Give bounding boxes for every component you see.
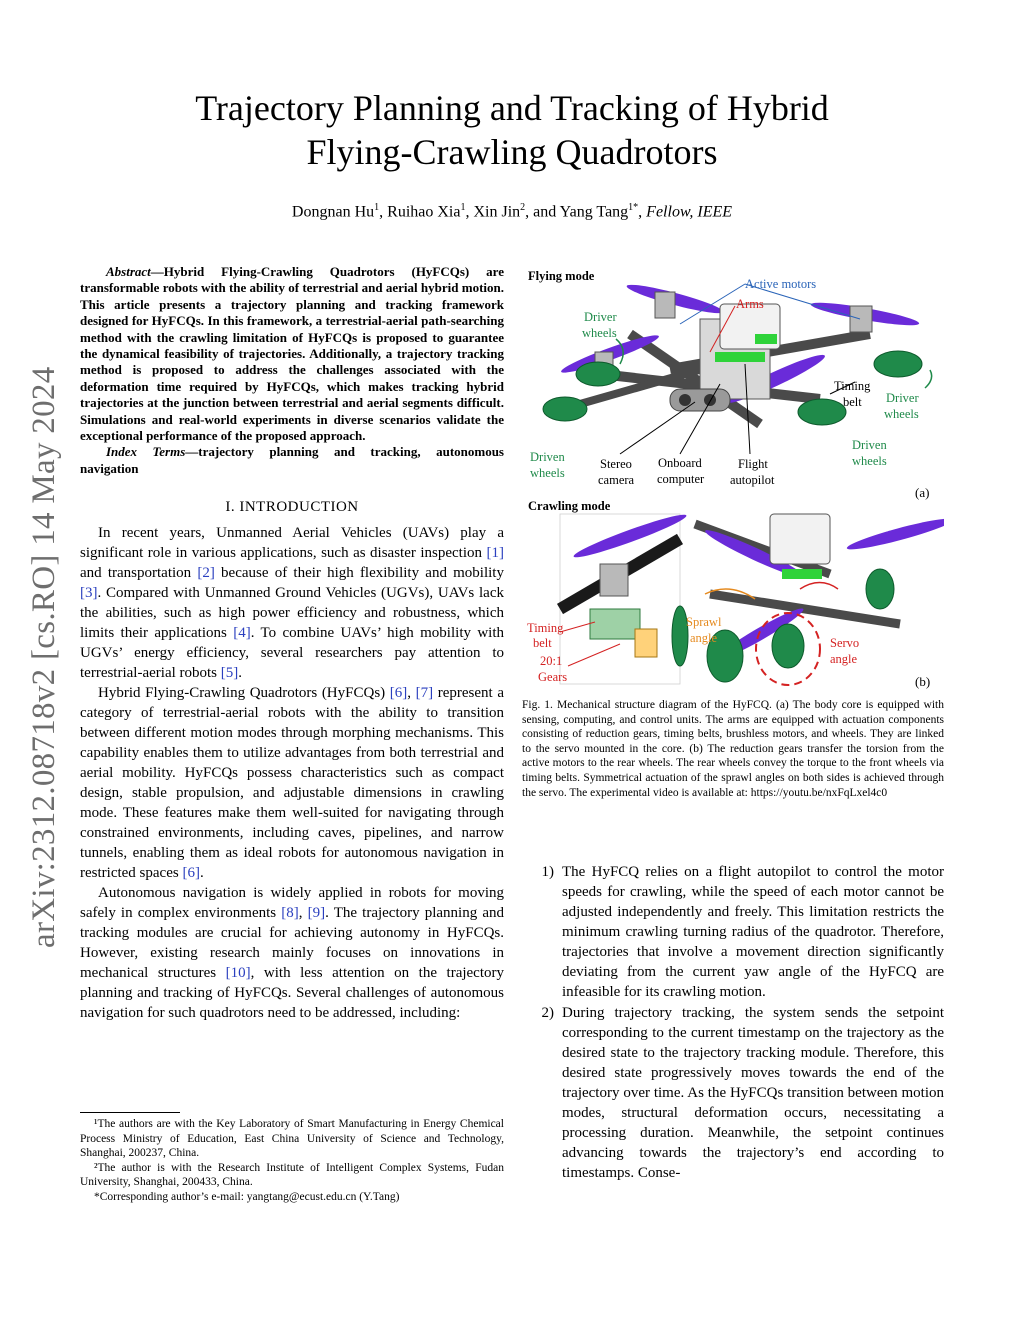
challenge-list bbox=[522, 862, 944, 1184]
driven-wheels-label-right-2: wheels bbox=[852, 454, 887, 468]
timing-belt-label-a: Timing bbox=[834, 379, 871, 393]
citation-link[interactable]: [7] bbox=[415, 685, 434, 702]
author-name: Ruihao Xia bbox=[387, 203, 461, 221]
affiliation-mark: 1* bbox=[628, 202, 639, 213]
section-heading: I. INTRODUCTION bbox=[225, 499, 359, 516]
paper-title bbox=[0, 86, 1024, 174]
citation-link[interactable]: [8] bbox=[281, 905, 299, 922]
citation-link[interactable]: [6] bbox=[182, 865, 200, 882]
title-line-2: Flying-Crawling Quadrotors bbox=[306, 132, 718, 172]
citation-link[interactable]: [2] bbox=[197, 565, 215, 582]
sprawl-angle-label: Sprawl bbox=[686, 615, 722, 629]
panel-a-label: (a) bbox=[915, 485, 930, 500]
citation-link[interactable]: [6] bbox=[389, 685, 408, 702]
left-column bbox=[80, 264, 504, 1023]
citation-link[interactable]: [9] bbox=[307, 905, 326, 922]
onboard-computer-label-2: computer bbox=[657, 472, 705, 486]
flight-autopilot-label-2: autopilot bbox=[730, 473, 775, 487]
hyfcq-mechanical-diagram bbox=[520, 264, 944, 694]
author-name: Dongnan Hu bbox=[291, 203, 375, 221]
panel-b-label: (b) bbox=[915, 674, 931, 689]
abstract-text: —Hybrid Flying-Crawling Quadrotors (HyFCQs) are transformable robots with the ability of terrestrial and aerial hybrid motion. This article presents a trajectory planning and tracking framework designed for HyFCQs. In this framework, a terrestrial-aerial path-searching method with the crawling limitation of HyFCQs is proposed to guarantee the dynamical feasibility of trajectories. Additionally, a trajectory tracking method is proposed to address the challenges associated with the deformation time required by HyFCQs, which makes tracking hybrid trajectories at the junction between terrestrial and aerial segments difficult. Simulations and real-world experiments in diverse scenarios validate the exceptional performance of the proposed approach. bbox=[80, 264, 504, 444]
crawling-mode-label: Crawling mode bbox=[528, 499, 611, 513]
servo-angle-label-2: angle bbox=[830, 652, 858, 666]
list-item bbox=[522, 862, 944, 1002]
abstract-label: Abstract bbox=[106, 264, 151, 279]
index-terms-label: Index Terms bbox=[106, 444, 186, 460]
onboard-computer-label: Onboard bbox=[658, 456, 702, 470]
figure-caption: Fig. 1. Mechanical structure diagram of the HyFCQ. (a) The body core is equipped with sensing, computing, and control units. The arms are equipped with actuation components consisting of reduction gears, timing belts, brushless motors, and wheels. They are linked to the servo mounted in the core. (b) The reduction gears transfer the torsion from the active motors to the rear wheels. The rear wheels convey the torque to the front wheels via timing belts. Symmetrical actuation of the sprawl angles on both sides is achieved through the servo. The experimental video is available at: https://youtu.be/nxFqLxel4c0 bbox=[522, 699, 944, 799]
stereo-camera-label: Stereo bbox=[600, 457, 632, 471]
citation-link[interactable]: [5] bbox=[220, 665, 239, 682]
driver-wheels-label-left-2: wheels bbox=[582, 326, 617, 340]
author-name: Xin Jin bbox=[473, 203, 521, 221]
title-line-1: Trajectory Planning and Tracking of Hybrid bbox=[195, 88, 829, 128]
citation-link[interactable]: [10] bbox=[225, 965, 251, 982]
intro-paragraph-3: Autonomous navigation is widely applied in robots for moving safely in complex environments [8], [9]. The trajectory planning and tracking modules are crucial for achieving autonomy in HyFCQs. However, existing research mainly focuses on innovations in mechanical structures [10], with less attention on the trajectory planning and tracking of HyFCQs. Several challenges of autonomous navigation for such quadrotors need to be addressed, including: bbox=[80, 885, 504, 1022]
list-text: During trajectory tracking, the system sends the setpoint corresponding to the current timestamp on the trajectory as the desired state to the trajectory tracking module. Therefore, this desired state progressively moves towards the end of the trajectory over time. As the HyFCQs transition between motion modes, structural deformation occurs, necessitating a processing duration. Meanwhile, the setpoint continues advancing towards the trajectory’s end according to timestamps. Conse- bbox=[562, 1005, 944, 1181]
driver-wheels-label-left: Driver bbox=[584, 310, 617, 324]
affiliation-mark: 1 bbox=[460, 202, 466, 213]
driven-wheels-label-right: Driven bbox=[852, 438, 887, 452]
timing-belt-label-b-2: belt bbox=[533, 636, 552, 650]
list-number: 1) bbox=[541, 864, 554, 880]
footnote-1: ¹The authors are with the Key Laboratory of Smart Manufacturing in Energy Chemical Process Ministry of Education, East China University of Science and Technology, Shanghai, 200237, China. bbox=[80, 1118, 504, 1160]
intro-paragraph-1: In recent years, Unmanned Aerial Vehicles (UAVs) play a significant role in various applications, such as disaster inspection [1] and transportation [2] because of their high flexibility and mobility [3]. Compared with Unmanned Ground Vehicles (UGVs), UAVs lack the abilities, such as high power efficiency and robustness, which limits their applications [4]. To combine UAVs’ high mobility with UGVs’ energy efficiency, several researchers pay attention to terrestrial-aerial robots [5]. bbox=[80, 525, 504, 682]
driver-wheels-label-right: Driver bbox=[886, 391, 919, 405]
author-name: and Yang Tang bbox=[533, 203, 629, 221]
servo-angle-label: Servo bbox=[830, 636, 860, 650]
list-number: 2) bbox=[541, 1005, 554, 1021]
stereo-camera-label-2: camera bbox=[598, 473, 635, 487]
active-motors-label: Active motors bbox=[745, 277, 817, 291]
gears-ratio-label: 20:1 bbox=[540, 654, 563, 668]
driven-wheels-label-left-2: wheels bbox=[530, 466, 565, 480]
abstract bbox=[80, 264, 504, 477]
citation-link[interactable]: [1] bbox=[486, 545, 504, 562]
footnote-rule bbox=[80, 1112, 180, 1113]
arxiv-identifier: arXiv:2312.08718v2 [cs.RO] 14 May 2024 bbox=[26, 366, 62, 948]
driven-wheels-label-left: Driven bbox=[530, 450, 565, 464]
footnote-3: *Corresponding author’s e-mail: yangtang@ecust.edu.cn (Y.Tang) bbox=[94, 1190, 400, 1203]
driver-wheels-label-right-2: wheels bbox=[884, 407, 919, 421]
timing-belt-label-a-2: belt bbox=[843, 395, 862, 409]
intro-paragraph-2: Hybrid Flying-Crawling Quadrotors (HyFCQs) [6], [7] represent a category of terrestrial-aerial robots with the ability to transition between different motion modes through morphing mechanisms. This capability enables them to utilize advantages from both terrestrial and aerial mobility. HyFCQs possess characteristics such as compact design, stable propulsion, and adjustable dimensions in crawling mode. These features make them well-suited for navigating through constrained environments, including caves, pipelines, and narrow tunnels, enabling them as ideal robots for autonomous navigation in restricted spaces [6]. bbox=[80, 685, 504, 882]
flying-mode-label: Flying mode bbox=[528, 269, 595, 283]
list-item bbox=[522, 1003, 944, 1183]
gears-label: Gears bbox=[538, 670, 568, 684]
affiliation-mark: 1 bbox=[374, 202, 380, 213]
arms-label: Arms bbox=[736, 297, 764, 311]
footnotes bbox=[80, 1112, 504, 1205]
figure-1 bbox=[520, 264, 944, 694]
citation-link[interactable]: [4] bbox=[233, 625, 251, 642]
index-terms-text: —trajectory planning and tracking, autonomous navigation bbox=[80, 444, 504, 476]
list-text: The HyFCQ relies on a flight autopilot to control the motor speeds for crawling, while the speed of each motor cannot be adjusted independently and freely. This limitation restricts the minimum crawling turning radius of the quadrotor. Therefore, trajectories that involve a movement direction significantly deviating from the current yaw angle of the HyFCQ are infeasible for its crawling motion. bbox=[562, 864, 944, 1000]
flight-autopilot-label: Flight bbox=[738, 457, 768, 471]
sprawl-angle-label-2: angle bbox=[690, 631, 718, 645]
timing-belt-label-b: Timing bbox=[527, 621, 564, 635]
author-honor: Fellow, IEEE bbox=[646, 203, 733, 221]
affiliation-mark: 2 bbox=[520, 202, 526, 213]
citation-link[interactable]: [3] bbox=[80, 585, 98, 602]
author-list: Dongnan Hu$^1$, Ruihao Xia$^1$, Xin Jin$^2$, and Yang Tang$^{1*}$, Fellow, IEEE bbox=[291, 202, 733, 221]
footnote-2: ²The author is with the Research Institute of Intelligent Complex Systems, Fudan University, Shanghai, 200433, China. bbox=[80, 1161, 504, 1189]
